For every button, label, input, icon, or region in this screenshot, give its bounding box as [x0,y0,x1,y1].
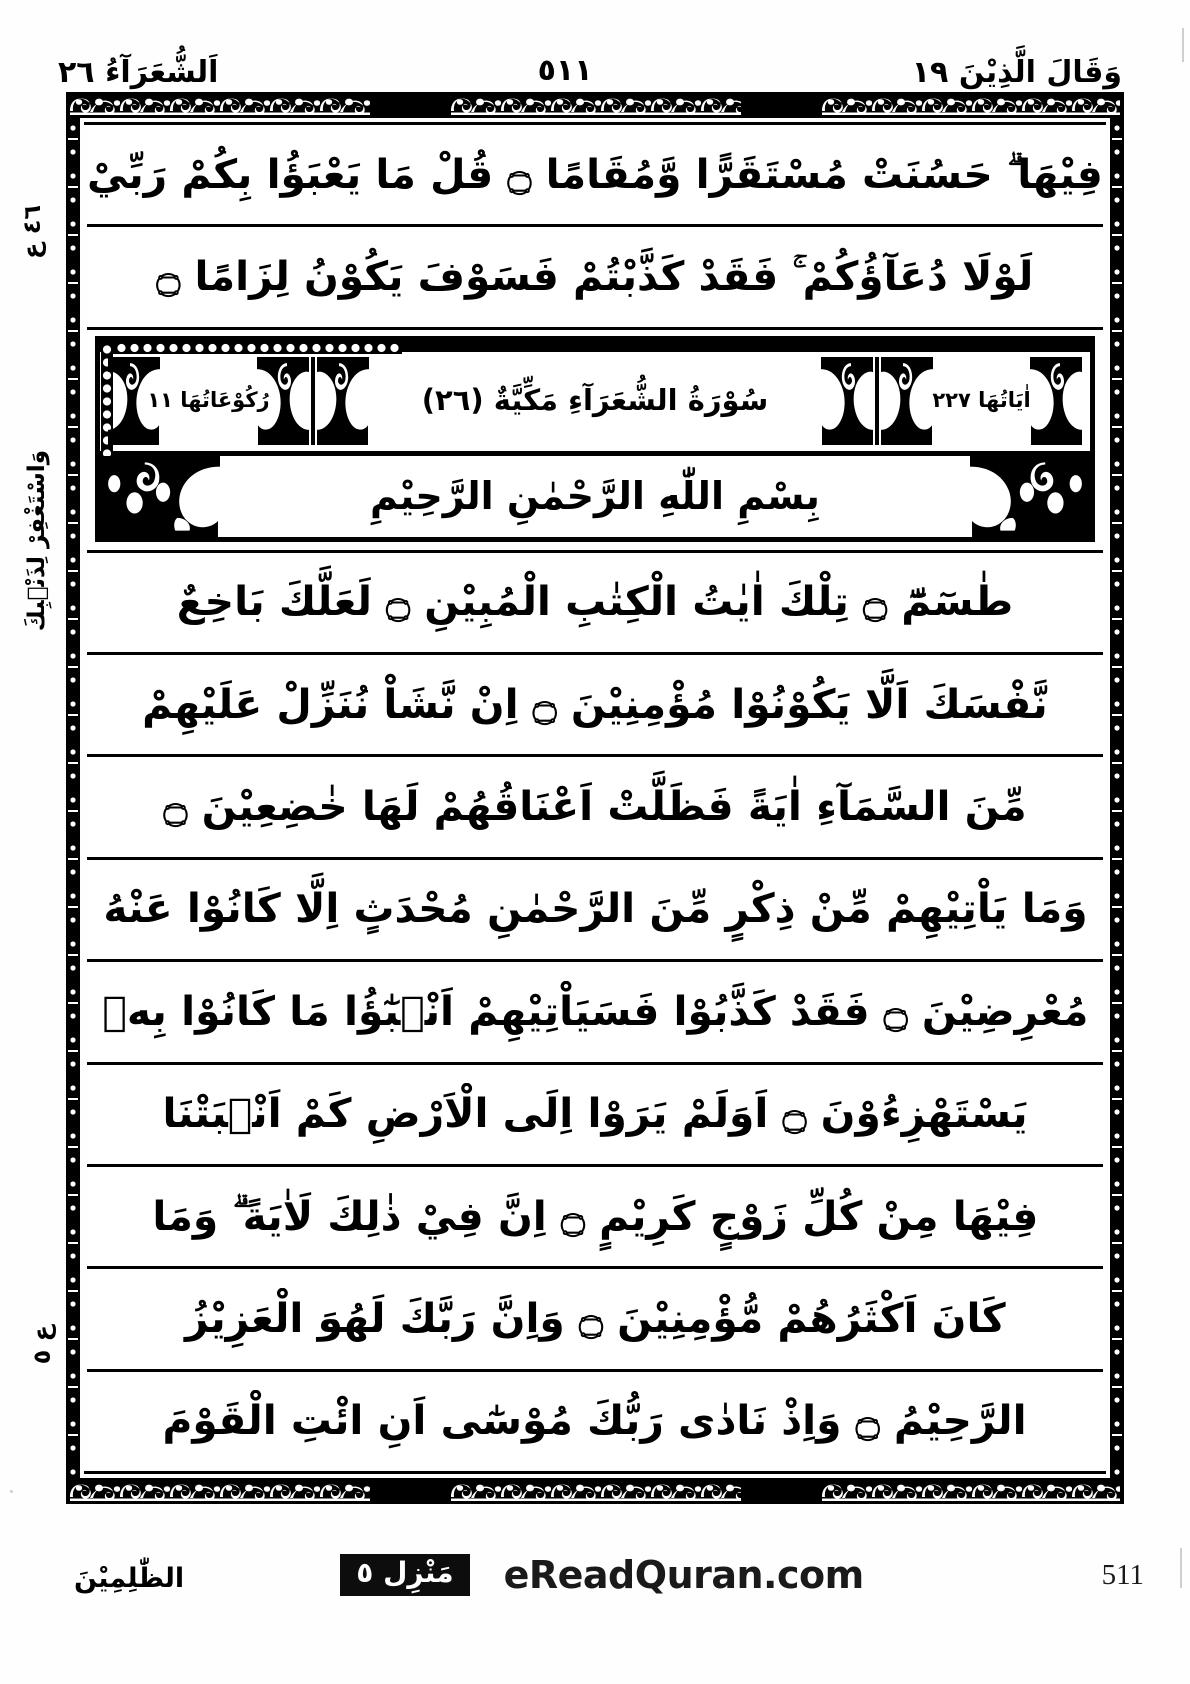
scroll-ornament-icon [70,1481,370,1501]
banner-cell-rukus [106,357,311,445]
ayah-line [87,1167,1103,1269]
surah-title: سُوْرَةُ الشُّعَرَآءِ مَكِّيَّةٌ (٢٦) [421,383,769,418]
footer-page-number: 511 [1101,1558,1144,1591]
margin-note-ruku-bottom: ع ٥ [28,1325,56,1365]
ayah-text: فِيْهَا ۗ حَسُنَتْ مُسْتَقَرًّا وَّمُقَامًا ۝ قُلْ مَا يَعْبَؤُا بِكُمْ رَبِّيْ [87,151,1103,198]
bismillah-text: بِسْمِ اللّٰهِ الرَّحْمٰنِ الرَّحِيْمِ [370,474,820,519]
scroll-ornament-icon [822,95,1120,115]
banner-cell-verses [875,357,1084,445]
ayah-text: يَسْتَهْزِءُوْنَ ۝ اَوَلَمْ يَرَوْا اِلَى الْاَرْضِ كَمْ اَنْۢبَتْنَا [162,1091,1028,1138]
surah-verse-count: اٰیَاتُهَا ٢٢٧ [932,388,1031,413]
ayah-line [87,125,1103,227]
scan-edge-mark [1182,28,1184,62]
ayah-text: مِّنَ السَّمَآءِ اٰيَةً فَظَلَّتْ اَعْنَاقُهُمْ لَهَا خٰضِعِيْنَ ۝ [163,784,1027,831]
banner-cell-title [311,357,875,445]
ayah-text: مُعْرِضِيْنَ ۝ فَقَدْ كَذَّبُوْا فَسَيَاْتِيْهِمْ اَنْۢبٰٓؤُا مَا كَانُوْا بِهٖ [101,988,1089,1035]
surah-title-banner [95,336,1095,456]
side-ornament-icon [66,118,80,1478]
frame-side-right [1110,118,1124,1478]
bead-strip-icon [102,342,402,354]
ayah-line [87,655,1103,757]
text-block [87,125,1103,1471]
ayah-line [87,757,1103,859]
arabesque-icon [970,456,1090,537]
footer-center-group [60,1553,1144,1597]
ayah-line [87,227,1103,329]
ayah-line [87,553,1103,655]
arabesque-icon [315,357,371,445]
side-ornament-icon [1110,118,1124,1478]
ayah-line [87,860,1103,962]
ayah-text: طٰسٓمّٓ ۝ تِلْكَ اٰيٰتُ الْكِتٰبِ الْمُبِيْنِ ۝ لَعَلَّكَ بَاخِعٌ [176,579,1014,626]
ayah-text: نَّفْسَكَ اَلَّا يَكُوْنُوْا مُؤْمِنِيْنَ ۝ اِنْ نَّشَاْ نُنَزِّلْ عَلَيْهِمْ [142,681,1048,728]
scan-speck [10,1490,13,1493]
surah-header-block [87,330,1103,553]
ayah-text: وَمَا يَاْتِيْهِمْ مِّنْ ذِكْرٍ مِّنَ الرَّحْمٰنِ مُحْدَثٍ اِلَّا كَانُوْا عَنْهُ [102,886,1088,933]
arabesque-icon [100,456,220,537]
ayah-text: لَوْلَا دُعَآؤُكُمْ ۚ فَقَدْ كَذَّبْتُمْ فَسَوْفَ يَكُوْنُ لِزَامًا ۝ [156,254,1034,301]
header-page-number: ٥١١ [537,53,593,88]
surah-ruku-count: رُكُوْعَاتُهَا ١١ [147,388,270,413]
scroll-ornament-icon [70,95,370,115]
arabesque-icon [879,357,935,445]
frame-inner-rule-bottom [84,1471,1106,1474]
ayah-line [87,1269,1103,1371]
footer-catchword: الظّٰلِمِيْنَ [74,1562,185,1594]
frame-band-top [66,92,1124,118]
ayah-text: كَانَ اَكْثَرُهُمْ مُّؤْمِنِيْنَ ۝ وَاِنَّ رَبَّكَ لَهُوَ الْعَزِيْزُ [184,1295,1006,1342]
scroll-ornament-icon [822,1481,1120,1501]
arabesque-icon [819,357,875,445]
scan-edge-mark [1180,1548,1182,1588]
site-name-label[interactable]: eReadQuran.com [503,1553,864,1597]
ayah-text: الرَّحِيْمُ ۝ وَاِذْ نَادٰى رَبُّكَ مُوْسٰٓى اَنِ ائْتِ الْقَوْمَ [162,1398,1028,1445]
ayah-line [87,1065,1103,1167]
manzil-badge: مَنْزِل ٥ [340,1554,469,1596]
scroll-ornament-icon [451,1481,741,1501]
ayah-line [87,962,1103,1064]
arabesque-icon [1028,357,1084,445]
frame-side-left [66,118,80,1478]
page-footer [60,1540,1144,1610]
scroll-ornament-icon [451,95,741,115]
surah-banner-cells [106,357,1084,445]
page-header [40,36,1150,88]
margin-note-ruku-top: ٤٦ ع [18,205,46,260]
frame-band-bottom [66,1478,1124,1504]
header-surah-label: اَلشُّعَرَآءُ ٢٦ [58,55,219,90]
ornamental-frame [66,92,1124,1504]
header-juz-label: وَقَالَ الَّذِيْنَ ١٩ [911,55,1122,90]
ayah-text: فِيْهَا مِنْ كُلِّ زَوْجٍ كَرِيْمٍ ۝ اِنَّ فِيْ ذٰلِكَ لَاٰيَةً ۗ وَمَا [151,1193,1039,1240]
bismillah-row [95,456,1095,542]
margin-note-vertical: وَاسْتَغْفِرْ لِذَنْۢبِكَ [24,450,50,632]
ayah-line [87,1372,1103,1471]
